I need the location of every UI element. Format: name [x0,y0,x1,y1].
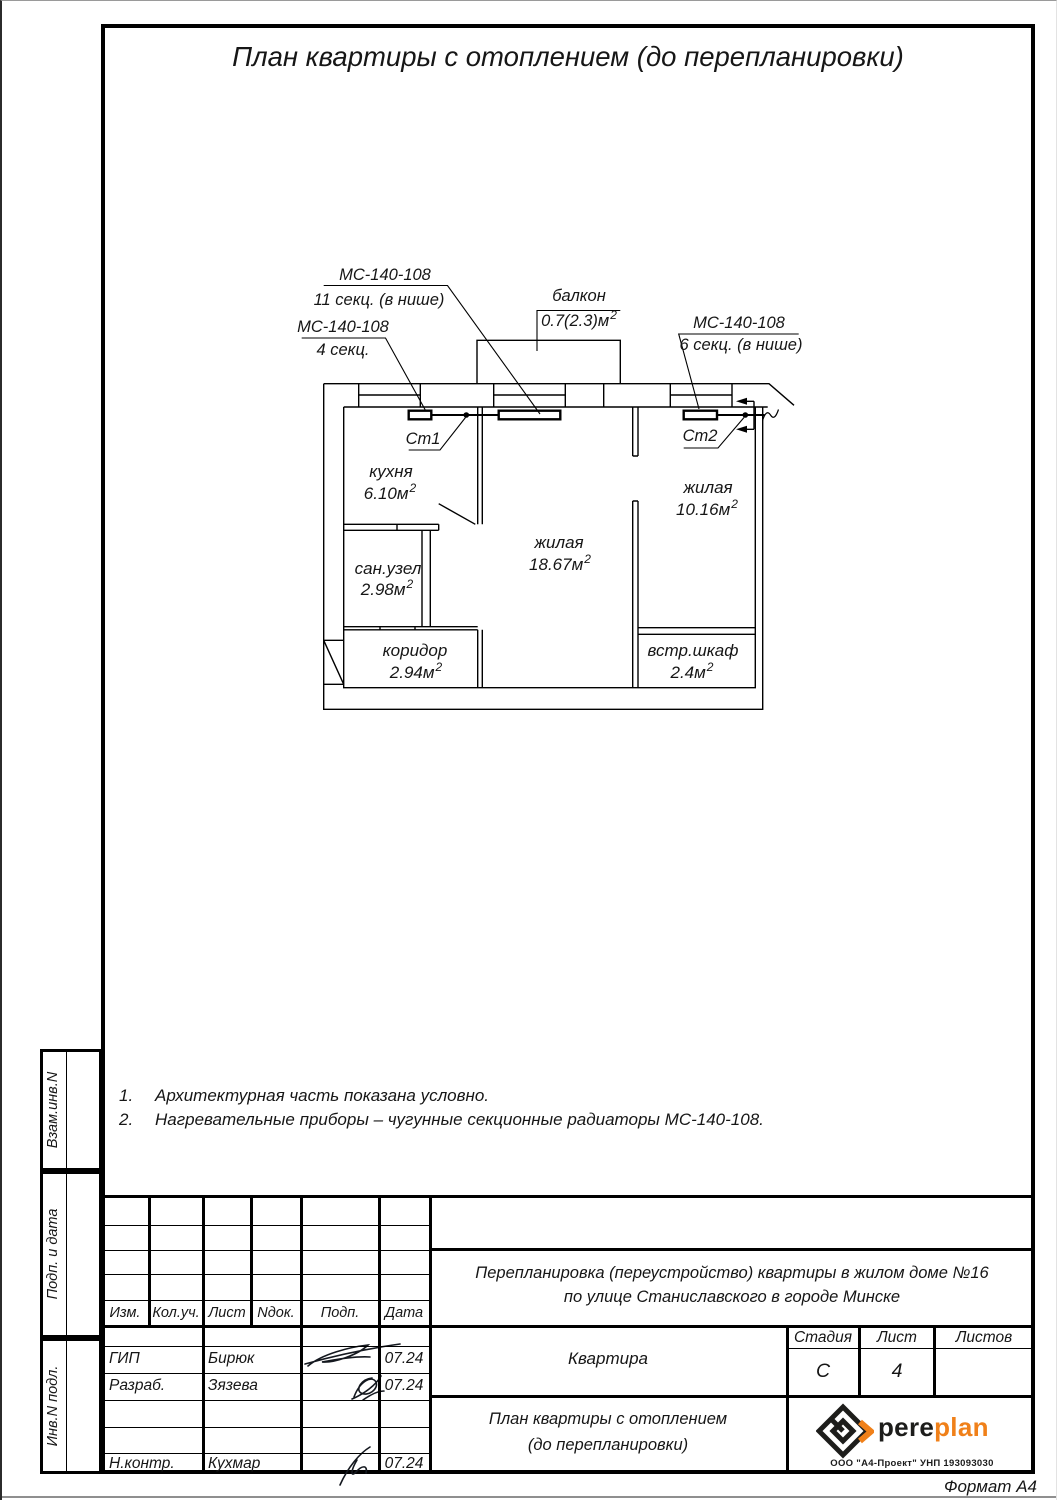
pereplan-logo-icon [816,1402,874,1460]
brand-text [878,1412,989,1443]
tb-name-razrab: Зязева [208,1377,258,1394]
tb-line [250,1196,253,1326]
tb-line [300,1196,303,1474]
balcony-area: $0.7(2.3)м^2$ [541,308,617,330]
tb-object-name: Квартира [568,1349,648,1368]
room-label-living-main: жилая [534,533,584,552]
room-label-kitchen: кухня [369,462,413,481]
room-label-living-2: жилая [683,478,733,497]
tb-date-razrab: 07.24 [384,1377,424,1394]
radiator-callout-model-11: МС-140-108 [339,266,431,284]
riser-dots [464,412,749,418]
radiator-callout-sections-4: 4 секц. [316,341,370,359]
pipe-break-symbol [763,410,779,421]
room-area-bathroom: $2.98м^2$ [360,577,414,599]
tb-line [787,1348,1035,1349]
balcony-outline [477,340,620,383]
side-stamp-label-vzam: Взам.инв.N [45,1071,61,1149]
radiator-11-sections [499,411,561,420]
room-area-corridor: $2.94м^2$ [389,660,443,682]
format-label: Формат А4 [943,1477,1037,1496]
tb-stage-label: Стадия [793,1329,853,1346]
radiator-4-sections [409,411,432,420]
tb-col-koluch: Кол.уч. [152,1305,200,1321]
tb-sheet-value: 4 [891,1360,903,1382]
tb-sheets-label: Листов [955,1329,1013,1346]
radiator-callout-sections-11: 11 секц. (в нише) [313,291,445,309]
door-leaf [439,504,476,525]
radiator-callout-model-4: МС-140-108 [297,318,389,336]
tb-line [378,1196,381,1474]
page-edge [2,1496,1057,1498]
tb-stage-value: С [815,1360,831,1382]
note-2-number: 2. [119,1110,134,1129]
tb-date-gip: 07.24 [384,1350,424,1367]
tb-line [429,1196,432,1474]
room-area-kitchen: $6.10м^2$ [363,481,417,503]
side-stamp-label-podp: Подп. и дата [45,1208,61,1300]
tb-col-podp: Подп. [320,1305,360,1321]
tb-date-nkontr: 07.24 [384,1455,424,1472]
riser-label-st1: Ст1 [405,430,441,448]
tb-role-gip: ГИП [109,1350,140,1367]
tb-line [858,1326,861,1396]
note-1-text: Архитектурная часть показана условно. [155,1086,490,1105]
leader-lines [302,286,799,451]
tb-col-data: Дата [384,1305,424,1321]
tb-line [430,1395,1032,1398]
riser-label-st2: Ст2 [682,427,718,445]
tb-line [933,1326,936,1396]
tb-line [786,1326,789,1474]
room-area-living-main: $18.67м^2$ [529,552,591,574]
tb-sheet-name-line1: План квартиры с отоплением [488,1410,728,1428]
side-stamp-label-inv: Инв.N подл. [45,1365,61,1447]
tb-role-nkontr: Н.контр. [109,1455,175,1472]
shaft [324,640,344,684]
tb-col-izm: Изм. [109,1305,141,1321]
radiator-callout-model-6: МС-140-108 [693,314,785,332]
tb-line [102,1325,1032,1328]
tb-col-ndok: Nдок. [257,1305,295,1321]
drawing-title: План квартиры с отоплением (до перепланировки) [232,41,904,72]
brand-text-orange: plan [934,1412,989,1442]
tb-sheet-label: Лист [877,1329,917,1346]
tb-role-razrab: Разраб. [109,1377,166,1394]
room-area-closet: $2.4м^2$ [670,660,714,682]
balcony-label: балкон [552,287,606,305]
tb-line [148,1196,151,1326]
tb-line [102,1195,1032,1198]
tb-project-line2: по улице Станиславского в городе Минске [563,1288,901,1306]
note-1-number: 1. [119,1086,134,1105]
tb-line [202,1196,205,1474]
radiator-callout-sections-6: 6 секц. (в нише) [679,336,803,354]
room-label-closet: встр.шкаф [647,641,739,660]
company-text: ООО "А4-Проект" УНП 193093030 [830,1458,994,1469]
tb-sheet-name-line2: (до перепланировки) [527,1436,689,1454]
room-label-corridor: коридор [382,641,448,660]
note-2-text: Нагревательные приборы – чугунные секционные радиаторы МС-140-108. [155,1110,764,1129]
tb-project-line1: Перепланировка (переустройство) квартиры в жилом доме №16 [475,1264,989,1282]
tb-name-gip: Бирюк [208,1350,255,1367]
tb-line [430,1248,1032,1251]
room-area-living-2: $10.16м^2$ [676,497,738,519]
side-stamp-divider [66,1052,67,1471]
tb-col-list: Лист [208,1305,246,1321]
radiator-6-sections [684,411,717,420]
tb-name-nkontr: Кухмар [208,1455,261,1472]
room-label-bathroom: сан.узел [354,559,422,578]
brand-text-black: pere [878,1412,935,1442]
